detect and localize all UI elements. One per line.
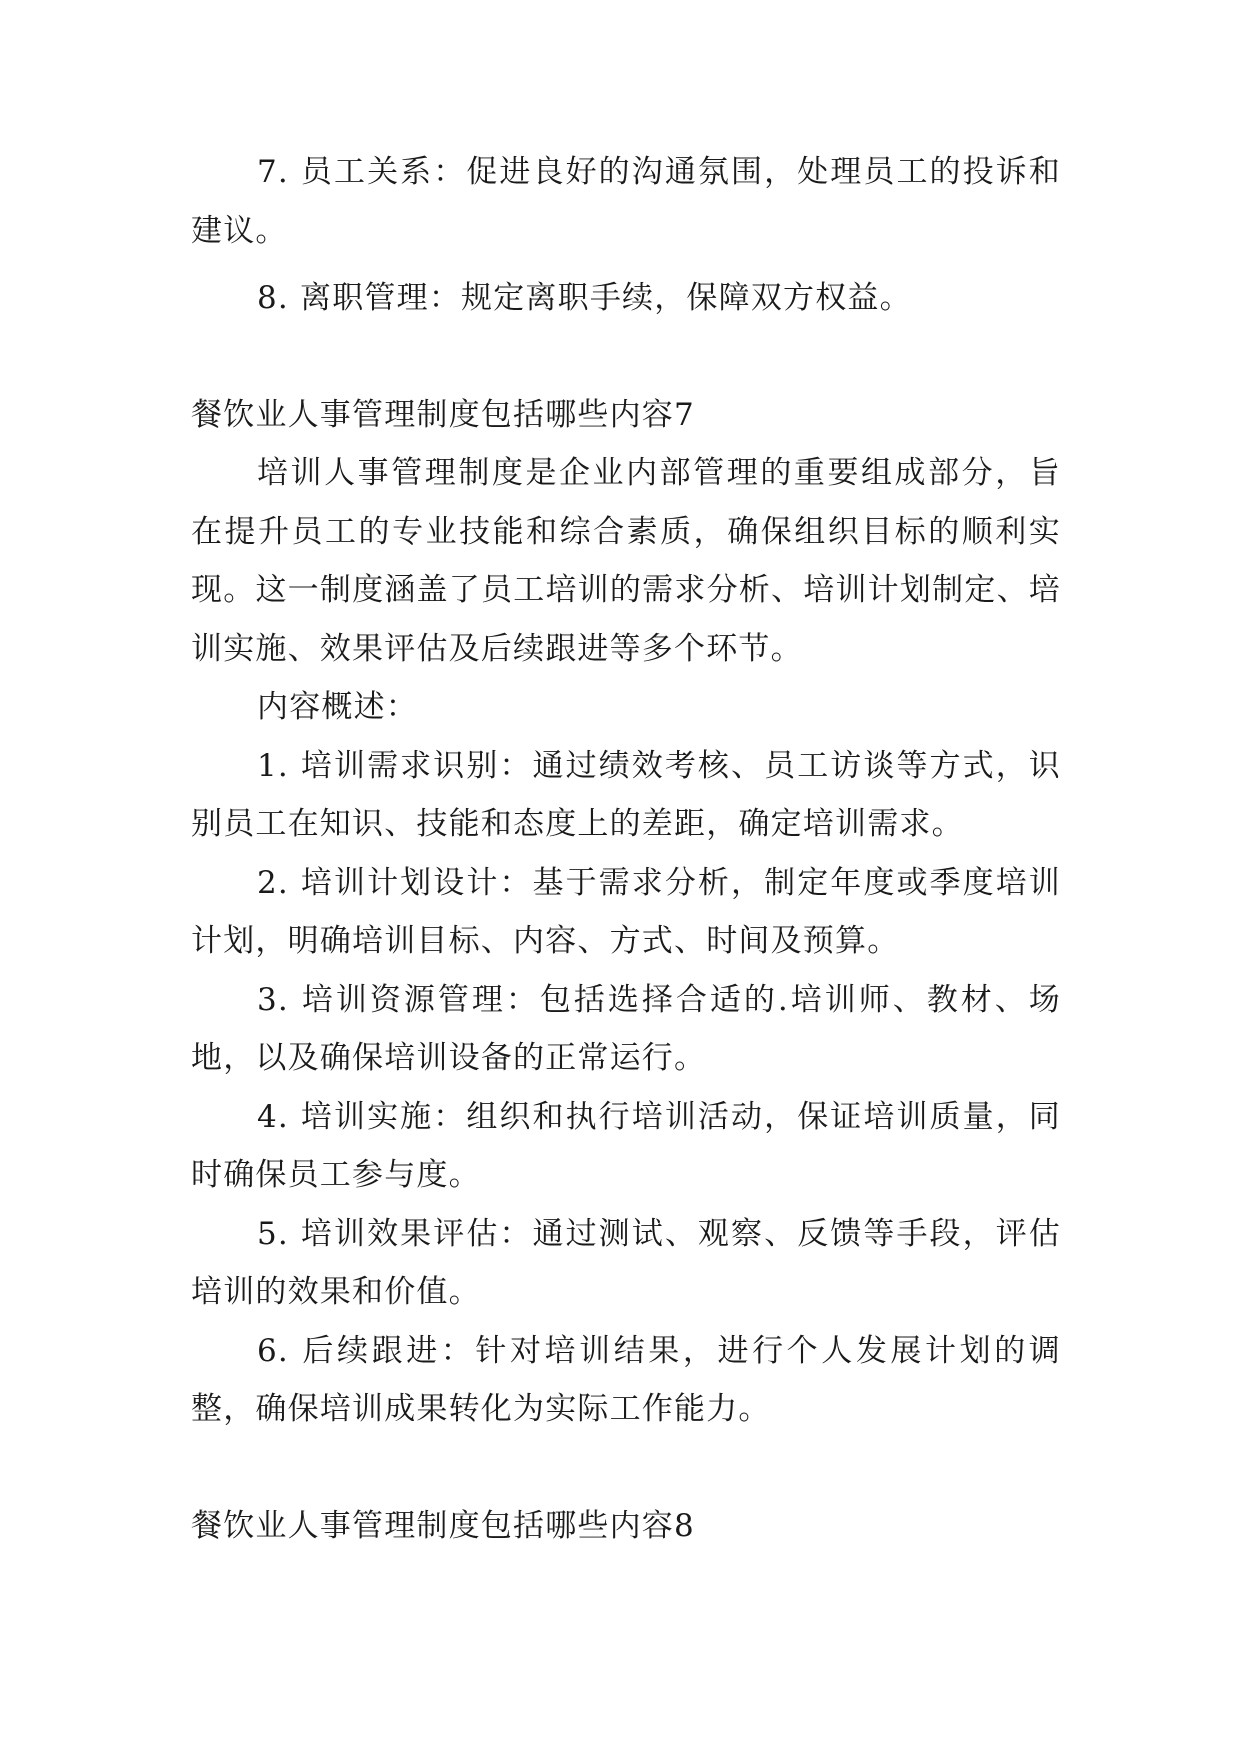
- section-title: 餐饮业人事管理制度包括哪些内容8: [191, 1507, 695, 1544]
- list-item: 3. 培训资源管理：包括选择合适的.培训师、教材、场地，以及确保培训设备的正常运行。: [191, 981, 1061, 1076]
- list-item: 5. 培训效果评估：通过测试、观察、反馈等手段，评估培训的效果和价值。: [191, 1215, 1061, 1310]
- overview-label: 内容概述：: [257, 689, 418, 725]
- list-item: 6. 后续跟进：针对培训结果，进行个人发展计划的调整，确保培训成果转化为实际工作能力。: [191, 1332, 1061, 1427]
- list-item: 4. 培训实施：组织和执行培训活动，保证培训质量，同时确保员工参与度。: [191, 1098, 1061, 1193]
- list-item: 2. 培训计划设计：基于需求分析，制定年度或季度培训计划，明确培训目标、内容、方式、时间及预算。: [191, 864, 1061, 959]
- list-item: 7. 员工关系：促进良好的沟通氛围，处理员工的投诉和建议。: [191, 154, 1061, 249]
- section-title: 餐饮业人事管理制度包括哪些内容7: [191, 396, 695, 433]
- list-item: 1. 培训需求识别：通过绩效考核、员工访谈等方式，识别员工在知识、技能和态度上的差距，确定培训需求。: [191, 747, 1061, 842]
- intro-paragraph: 培训人事管理制度是企业内部管理的重要组成部分，旨在提升员工的专业技能和综合素质，确保组织目标的顺利实现。这一制度涵盖了员工培训的需求分析、培训计划制定、培训实施、效果评估及后续跟进等多个环节。: [191, 455, 1061, 667]
- list-item: 8. 离职管理：规定离职手续，保障双方权益。: [257, 280, 912, 316]
